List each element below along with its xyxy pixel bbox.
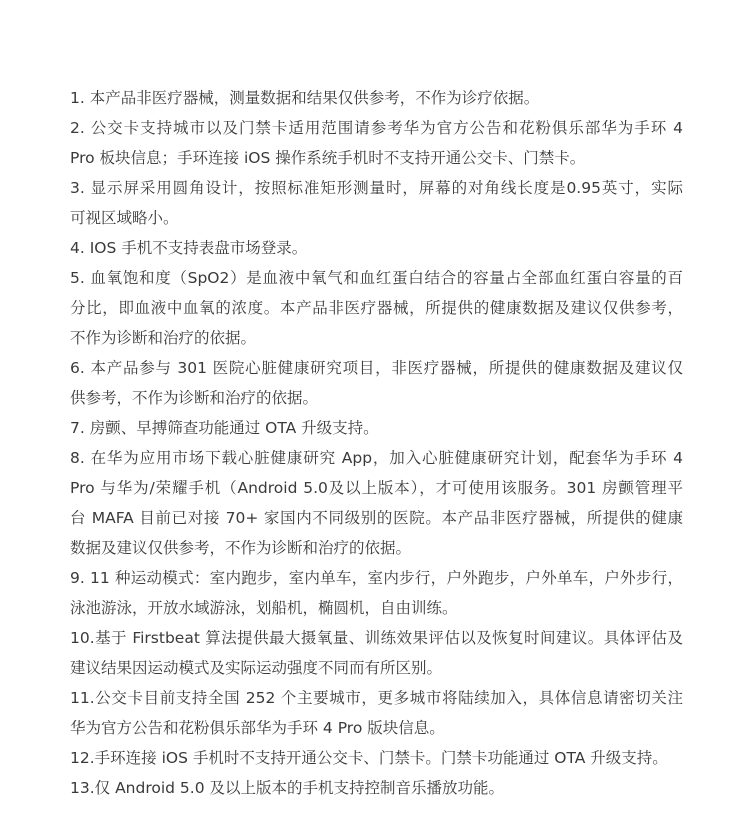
note-item-2 — [70, 113, 683, 173]
note-line: 华为官方公告和花粉俱乐部华为手环 4 Pro 版块信息。 — [70, 719, 445, 737]
note-line: 11.公交卡目前支持全国 252 个主要城市，更多城市将陆续加入，具体信息请密切关注 — [70, 689, 683, 707]
note-line: 5. 血氧饱和度（SpO2）是血液中氧气和血红蛋白结合的容量占全部血红蛋白容量的百 — [70, 269, 683, 287]
note-line: 3. 显示屏采用圆角设计，按照标准矩形测量时，屏幕的对角线长度是0.95英寸，实际 — [70, 179, 683, 197]
note-line: 12.手环连接 iOS 手机时不支持开通公交卡、门禁卡。门禁卡功能通过 OTA 升级支持。 — [70, 749, 668, 767]
disclaimer-notes — [70, 83, 683, 803]
note-item-5 — [70, 263, 683, 353]
note-line: 建议结果因运动模式及实际运动强度不同而有所区别。 — [70, 659, 443, 677]
note-line: 9. 11 种运动模式：室内跑步，室内单车，室内步行，户外跑步，户外单车，户外步行， — [70, 569, 683, 587]
note-line: 泳池游泳，开放水域游泳，划船机，椭圆机，自由训练。 — [70, 599, 458, 617]
note-item-9 — [70, 563, 683, 623]
note-item-10 — [70, 623, 683, 683]
note-line: Pro 板块信息；手环连接 iOS 操作系统手机时不支持开通公交卡、门禁卡。 — [70, 149, 586, 167]
note-line: 4. IOS 手机不支持表盘市场登录。 — [70, 239, 308, 257]
note-item-1 — [70, 83, 683, 113]
note-item-6 — [70, 353, 683, 413]
note-item-4 — [70, 233, 683, 263]
note-line: Pro 与华为/荣耀手机（Android 5.0及以上版本），才可使用该服务。301 房颤管理平 — [70, 479, 683, 497]
note-line: 1. 本产品非医疗器械，测量数据和结果仅供参考，不作为诊疗依据。 — [70, 89, 540, 107]
note-line: 供参考，不作为诊断和治疗的依据。 — [70, 389, 319, 407]
note-line: 8. 在华为应用市场下载心脏健康研究 App，加入心脏健康研究计划，配套华为手环 4 — [70, 449, 683, 467]
note-item-7 — [70, 413, 683, 443]
note-item-3 — [70, 173, 683, 233]
note-line: 10.基于 Firstbeat 算法提供最大摄氧量、训练效果评估以及恢复时间建议。具体评估及 — [70, 629, 683, 647]
note-line: 可视区域略小。 — [70, 209, 179, 227]
note-line: 2. 公交卡支持城市以及门禁卡适用范围请参考华为官方公告和花粉俱乐部华为手环 4 — [70, 119, 683, 137]
note-line: 数据及建议仅供参考，不作为诊断和治疗的依据。 — [70, 539, 412, 557]
note-item-13 — [70, 773, 683, 803]
note-line: 13.仅 Android 5.0 及以上版本的手机支持控制音乐播放功能。 — [70, 779, 505, 797]
note-item-8 — [70, 443, 683, 563]
note-line: 不作为诊断和治疗的依据。 — [70, 329, 257, 347]
note-line: 台 MAFA 目前已对接 70+ 家国内不同级别的医院。本产品非医疗器械，所提供的健康 — [70, 509, 683, 527]
note-line: 分比，即血液中血氧的浓度。本产品非医疗器械，所提供的健康数据及建议仅供参考， — [70, 299, 683, 317]
note-item-11 — [70, 683, 683, 743]
note-line: 6. 本产品参与 301 医院心脏健康研究项目，非医疗器械，所提供的健康数据及建议仅 — [70, 359, 683, 377]
note-item-12 — [70, 743, 683, 773]
note-line: 7. 房颤、早搏筛查功能通过 OTA 升级支持。 — [70, 419, 379, 437]
